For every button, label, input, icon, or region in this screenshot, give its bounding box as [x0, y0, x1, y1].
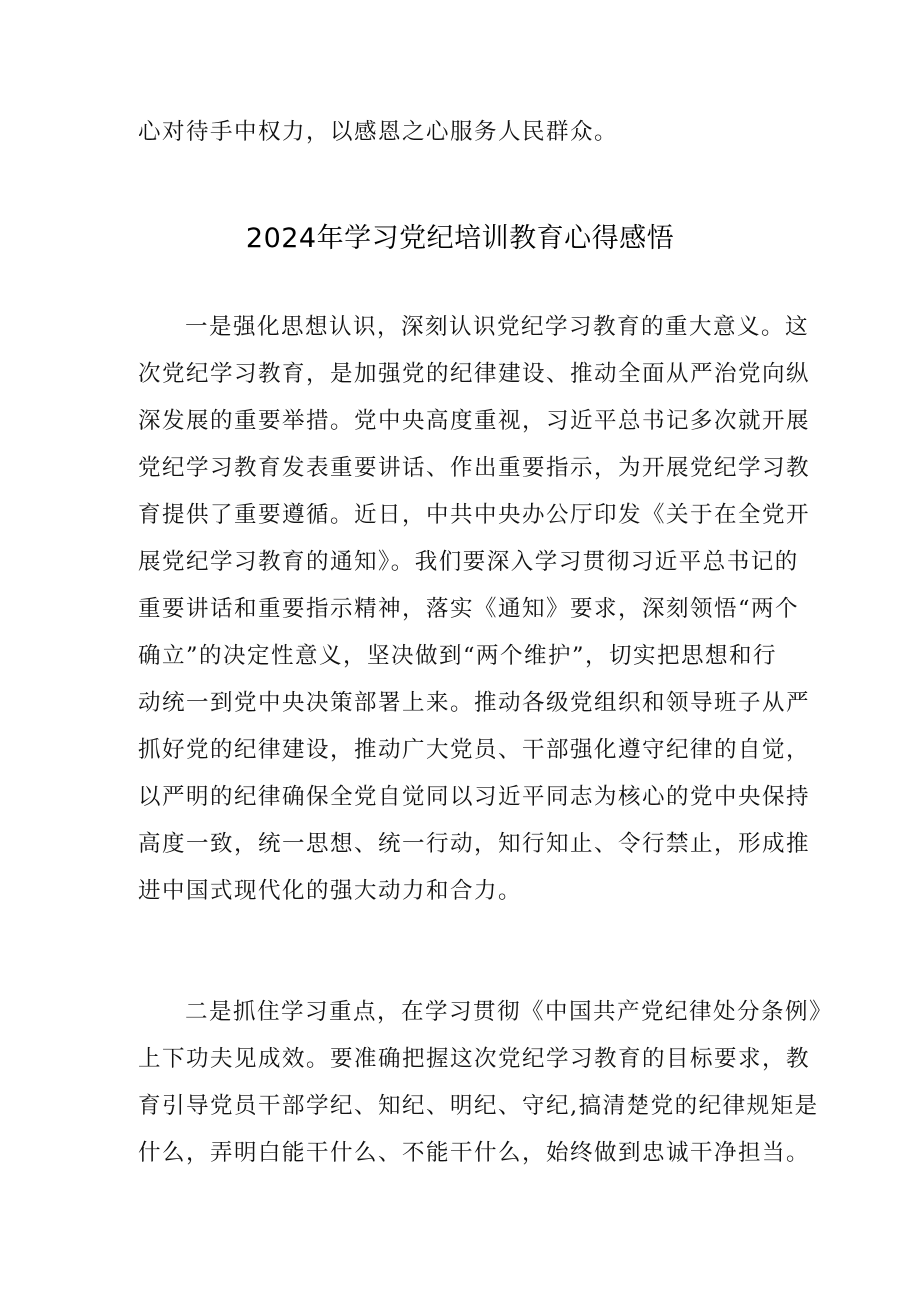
paragraph-line: 什么，弄明白能干什么、不能干什么，始终做到忠诚干净担当。 — [138, 1140, 811, 1166]
paragraph-line: 深发展的重要举措。党中央高度重视，习近平总书记多次就开展 — [138, 408, 811, 434]
paragraph-line: 上下功夫见成效。要准确把握这次党纪学习教育的目标要求，教 — [138, 1046, 811, 1072]
paragraph-line: 展党纪学习教育的通知》。我们要深入学习贯彻习近平总书记的 — [138, 549, 799, 575]
paragraph-line: 高度一致，统一思想、统一行动，知行知止、令行禁止，形成推 — [138, 831, 811, 857]
paragraph-line: 育引导党员干部学纪、知纪、明纪、守纪,搞清楚党的纪律规矩是 — [138, 1093, 819, 1119]
paragraph-line: 以严明的纪律确保全党自觉同以习近平同志为核心的党中央保持 — [138, 784, 811, 810]
paragraph-line: 重要讲话和重要指示精神，落实《通知》要求，深刻领悟“两个 — [138, 596, 800, 622]
paragraph-line: 次党纪学习教育，是加强党的纪律建设、推动全面从严治党向纵 — [138, 361, 811, 387]
paragraph-line: 确立”的决定性意义，坚决做到“两个维护”，切实把思想和行 — [138, 643, 778, 669]
paragraph-line: 二是抓住学习重点，在学习贯彻《中国共产党纪律处分条例》 — [185, 999, 834, 1025]
paragraph-line: 抓好党的纪律建设，推动广大党员、干部强化遵守纪律的自觉， — [138, 737, 811, 763]
paragraph-line: 育提供了重要遵循。近日，中共中央办公厅印发《关于在全党开 — [138, 502, 811, 528]
paragraph-line: 党纪学习教育发表重要讲话、作出重要指示，为开展党纪学习教 — [138, 455, 811, 481]
document-title: 2024年学习党纪培训教育心得感悟 — [245, 223, 675, 254]
paragraph-line: 一是强化思想认识，深刻认识党纪学习教育的重大意义。这 — [185, 314, 810, 340]
paragraph-line: 动统一到党中央决策部署上来。推动各级党组织和领导班子从严 — [138, 690, 811, 716]
lead-line: 心对待手中权力，以感恩之心服务人民群众。 — [138, 119, 619, 145]
paragraph-line: 进中国式现代化的强大动力和合力。 — [138, 878, 523, 904]
